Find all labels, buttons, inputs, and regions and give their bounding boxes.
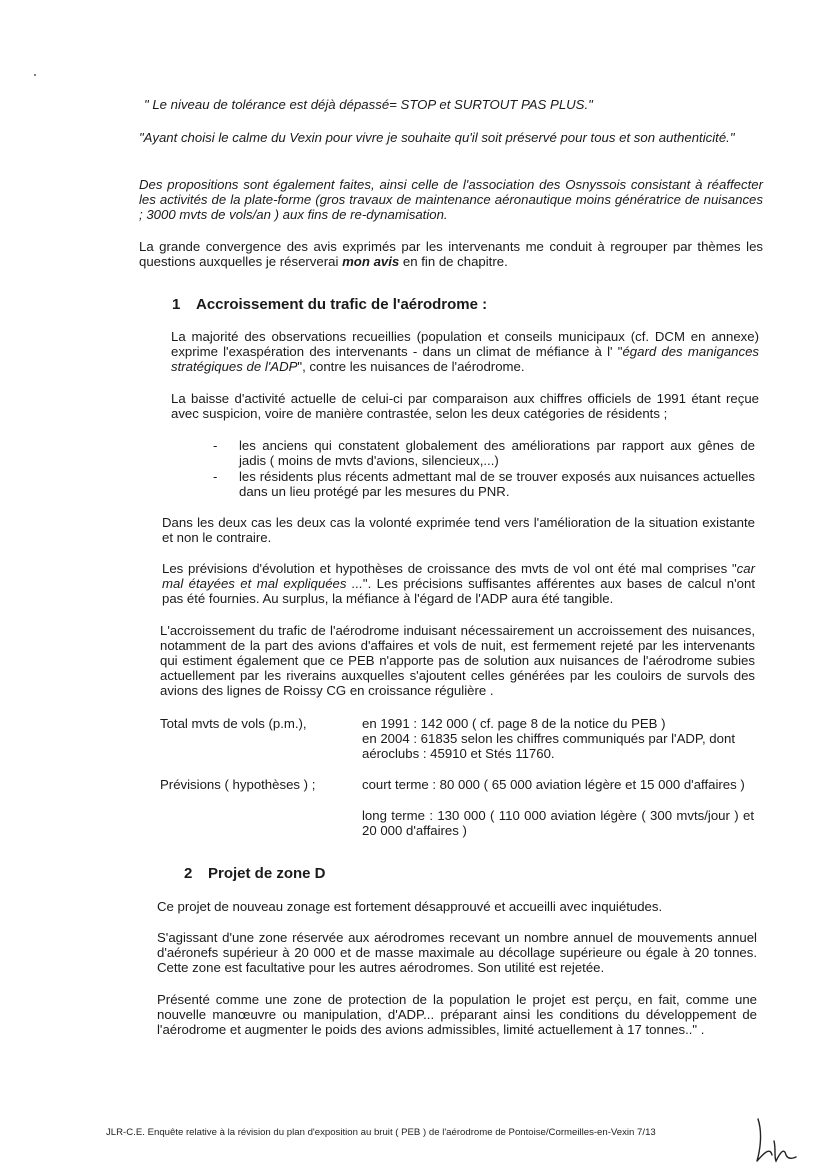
section-2-paragraph-1: Ce projet de nouveau zonage est fortement désapprouvé et accueilli avec inquiétudes.	[157, 899, 663, 914]
section-1-paragraph-2: La baisse d'activité actuelle de celui-ci par comparaison aux chiffres officiels de 1991 étant reçue avec suspicion, voire de manière contrastée, selon les deux catégories de résidents ;	[171, 391, 759, 421]
totals-label: Total mvts de vols (p.m.),	[160, 716, 307, 731]
bullet-item-1-text: les anciens qui constatent globalement des améliorations par rapport aux gênes de jadis ( moins de mvts d'avions, silencieux,...)	[239, 438, 755, 468]
section-1-heading	[172, 296, 487, 313]
bullet-dash: -	[213, 438, 218, 453]
forecast-long-term: long terme : 130 000 ( 110 000 aviation légère ( 300 mvts/jour ) et 20 000 d'affaires )	[362, 808, 754, 838]
quote-tolerance: " Le niveau de tolérance est déjà dépassé= STOP et SURTOUT PAS PLUS."	[144, 97, 593, 112]
section-2-number: 2	[184, 865, 193, 882]
section-2-paragraph-2: S'agissant d'une zone réservée aux aérodromes recevant un nombre annuel de mouvements annuel d'aéronefs supérieur à 20 000 et de masse maximale au décollage supérieure ou égale à 20 tonnes. Cette zone est facultative pour les autres aérodromes. Son utilité est rejetée.	[157, 930, 757, 975]
section-1-paragraph-3: Dans les deux cas les deux cas la volonté exprimée tend vers l'amélioration de la situation existante et non le contraire.	[162, 515, 755, 545]
section-2-heading	[184, 865, 326, 882]
convergence-paragraph	[139, 239, 763, 269]
totals-1991: en 1991 : 142 000 ( cf. page 8 de la notice du PEB )	[362, 716, 666, 731]
quote-vexin: "Ayant choisi le calme du Vexin pour vivre je souhaite qu'il soit préservé pour tous et son authenticité."	[139, 130, 735, 145]
proposals-paragraph: Des propositions sont également faites, ainsi celle de l'association des Osnyssois consistant à réaffecter les activités de la plate-forme (gros travaux de maintenance aéronautique moins génératrice de nuisances ; 3000 mvts de vols/an ) aux fins de re-dynamisation.	[139, 177, 763, 222]
section-1-paragraph-4	[162, 561, 755, 606]
section-1-paragraph-1	[171, 329, 759, 374]
convergence-text-c: en fin de chapitre.	[399, 254, 508, 269]
forecast-label: Prévisions ( hypothèses ) ;	[160, 777, 316, 792]
section-1-number: 1	[172, 296, 181, 313]
bullet-dash: -	[213, 469, 218, 484]
s1p1-italic: égard des manigances stratégiques de l'ADP	[171, 344, 759, 374]
section-2-title: Projet de zone D	[208, 865, 326, 882]
totals-2004: en 2004 : 61835 selon les chiffres communiqués par l'ADP, dont aéroclubs : 45910 et Stés 11760.	[362, 731, 735, 761]
convergence-text-a: La grande convergence des avis exprimés par les intervenants me conduit à regrouper par thèmes les questions auxquelles je réserverai	[139, 239, 763, 269]
s1p4-text-c: ". Les précisions suffisantes afférentes aux bases de calcul n'ont pas été fournies. Au surplus, la méfiance à l'égard de l'ADP aura été tangible.	[162, 576, 755, 606]
bullet-item-1	[213, 438, 755, 468]
s1p4-italic: car mal étayées et mal expliquées ...	[162, 561, 755, 591]
section-1-title: Accroissement du trafic de l'aérodrome :	[196, 296, 488, 313]
convergence-emphasis: mon avis	[342, 254, 400, 269]
bullet-item-2	[213, 469, 755, 499]
scan-speck	[34, 74, 36, 76]
handwritten-initials-signature	[752, 1117, 808, 1165]
forecast-short-term: court terme : 80 000 ( 65 000 aviation légère et 15 000 d'affaires )	[362, 777, 745, 792]
section-1-paragraph-5: L'accroissement du trafic de l'aérodrome induisant nécessairement un accroissement des nuisances, notamment de la part des avions d'affaires et vols de nuit, est fermement rejeté par les intervenants qui estiment également que ce PEB n'apporte pas de solution aux nuisances de l'aérodrome subies actuellement par les riverains auxquelles s'ajoutent celles générées par les couloirs de survols des avions des lignes de Roissy CG en croissance régulière .	[160, 623, 755, 698]
s1p1-text-c: ", contre les nuisances de l'aérodrome.	[297, 359, 525, 374]
bullet-item-2-text: les résidents plus récents admettant mal de se trouver exposés aux nuisances actuelles dans un lieu protégé par les mesures du PNR.	[239, 469, 755, 499]
s1p4-text-a: Les prévisions d'évolution et hypothèses de croissance des mvts de vol ont été mal comprises "	[162, 561, 737, 576]
section-2-paragraph-3: Présenté comme une zone de protection de la population le projet est perçu, en fait, comme une nouvelle manœuvre ou manipulation, d'ADP... préparant ainsi les conditions du développement de l'aérodrome et augmenter le poids des avions admissibles, limité actuellement à 17 tonnes.." .	[157, 992, 757, 1037]
page-footer: JLR-C.E. Enquête relative à la révision du plan d'exposition au bruit ( PEB ) de l'aérodrome de Pontoise/Cormeilles-en-Vexin 7/13	[106, 1127, 656, 1138]
s1p1-text-a: La majorité des observations recueillies (population et conseils municipaux (cf. DCM en annexe) exprime l'exaspération des intervenants - dans un climat de méfiance à l' "	[171, 329, 759, 359]
